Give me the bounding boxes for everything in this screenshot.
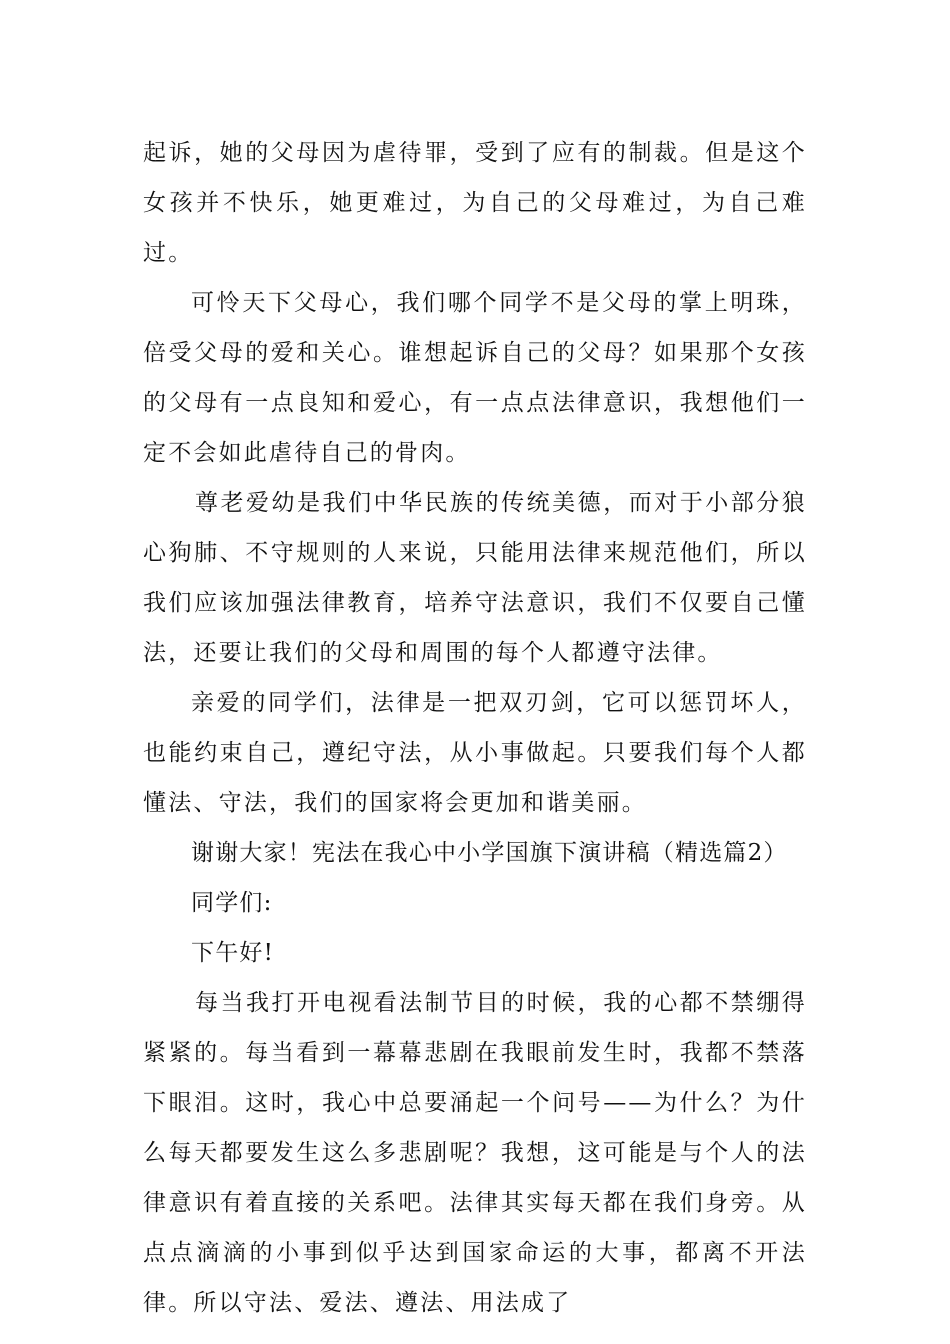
paragraph-dear-classmates: 亲爱的同学们，法律是一把双刃剑，它可以惩罚坏人，也能约束自己，遵纪守法，从小事做起。只要我们每个人都懂法、守法，我们的国家将会更加和谐美丽。 (143, 690, 807, 816)
document-body (143, 128, 807, 1328)
paragraph-thanks-and-title: 谢谢大家！宪法在我心中小学国旗下演讲稿（精选篇2） (191, 840, 788, 866)
paragraph-greeting-classmates: 同学们: (191, 890, 273, 916)
paragraph-parents-love: 可怜天下父母心，我们哪个同学不是父母的掌上明珠，倍受父母的爱和关心。谁想起诉自己的父母？如果那个女孩的父母有一点良知和爱心，有一点点法律意识，我想他们一定不会如此虐待自己的骨肉。 (143, 290, 807, 466)
paragraph-good-afternoon: 下午好! (191, 940, 275, 966)
paragraph-continuation: 起诉，她的父母因为虐待罪，受到了应有的制裁。但是这个女孩并不快乐，她更难过，为自己的父母难过，为自己难过。 (143, 140, 807, 266)
paragraph-legal-tv: 每当我打开电视看法制节目的时候，我的心都不禁绷得紧紧的。每当看到一幕幕悲剧在我眼前发生时，我都不禁落下眼泪。这时，我心中总要涌起一个问号——为什么？为什么每天都要发生这么多悲剧呢？我想，这可能是与个人的法律意识有着直接的关系吧。法律其实每天都在我们身旁。从点点滴滴的小事到似乎达到国家命运的大事，都离不开法律。所以守法、爱法、遵法、用法成了 (143, 990, 807, 1316)
paragraph-respect-elders: 尊老爱幼是我们中华民族的传统美德，而对于小部分狼心狗肺、不守规则的人来说，只能用法律来规范他们，所以我们应该加强法律教育，培养守法意识，我们不仅要自己懂法，还要让我们的父母和周围的每个人都遵守法律。 (143, 490, 807, 666)
